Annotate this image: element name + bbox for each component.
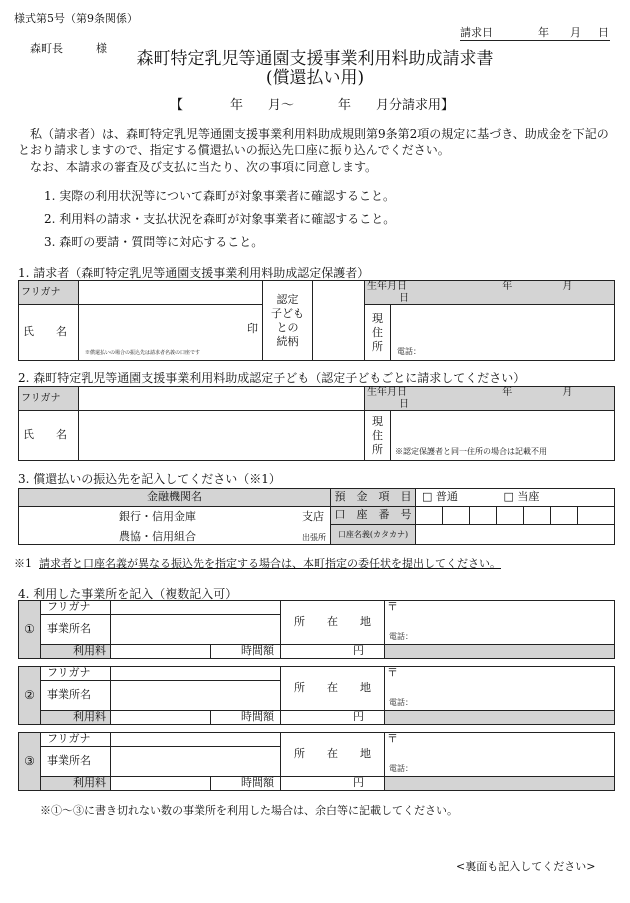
- back-side-note: <裏面も記入してください>: [456, 860, 596, 873]
- consent-item-2: 2. 利用料の請求・支払状況を森町が対象事業者に確認すること。: [44, 212, 396, 226]
- account-type-checking[interactable]: □ 当座: [503, 490, 540, 504]
- facility-location-label: 所 在 地: [281, 733, 385, 777]
- applicant-name-input[interactable]: [79, 305, 263, 361]
- account-digit[interactable]: [578, 507, 615, 525]
- hourly-fee-input[interactable]: 円: [281, 645, 385, 659]
- fee-label: 利用料: [41, 777, 111, 791]
- hourly-fee-cell: 時間額: [211, 777, 281, 791]
- section2-heading: 2. 森町特定乳児等通園支援事業利用料助成認定子ども（認定子どもごとに請求してください）: [18, 371, 526, 385]
- account-type-label: 預 金 項 目: [331, 489, 416, 507]
- date-unit-month: 月: [570, 26, 581, 39]
- addressee: 森町長 様: [30, 42, 107, 55]
- seal-mark: 印: [247, 322, 258, 335]
- account-type-options[interactable]: [416, 489, 615, 507]
- hourly-fee-input[interactable]: 円: [281, 711, 385, 725]
- applicant-furigana-label: フリガナ: [19, 281, 79, 305]
- facility-table-3: [18, 732, 615, 791]
- applicant-address-label: 現 住 所: [365, 305, 391, 361]
- account-holder-label: 口座名義(カタカナ): [331, 525, 416, 545]
- facility-furigana-label: フリガナ: [41, 601, 111, 615]
- form-title: 森町特定乳児等通園支援事業利用料助成請求書: [136, 49, 494, 69]
- account-digit[interactable]: [524, 507, 551, 525]
- bank-name-header: 金融機関名: [19, 489, 331, 507]
- child-name-input[interactable]: [79, 411, 365, 461]
- child-birth-row[interactable]: 生年月日 年 月 日: [365, 387, 615, 411]
- facility-row-filler: [385, 645, 615, 659]
- facility-row-filler: [385, 711, 615, 725]
- child-address-label: 現 住 所: [365, 411, 391, 461]
- facility-name-label: 事業所名: [41, 615, 111, 645]
- facility-name-label: 事業所名: [41, 747, 111, 777]
- account-holder-input[interactable]: [416, 525, 615, 545]
- facility-number: ③: [19, 733, 41, 791]
- applicant-phone-label: 電話：: [397, 346, 421, 356]
- section4-heading: 4. 利用した事業所を記入（複数記入可）: [18, 587, 238, 601]
- bank-name-input[interactable]: 銀行・信用金庫 支店 農協・信用組合 出張所: [19, 507, 331, 545]
- facility-name-label: 事業所名: [41, 681, 111, 711]
- applicant-furigana-input[interactable]: [79, 281, 263, 305]
- consent-item-3: 3. 森町の要請・質問等に対応すること。: [44, 235, 264, 249]
- facility-location-input[interactable]: [385, 667, 615, 711]
- child-address-input[interactable]: [391, 411, 615, 461]
- account-number-label: 口 座 番 号: [331, 507, 416, 525]
- account-digit[interactable]: [497, 507, 524, 525]
- postal-mark: 〒: [387, 600, 399, 613]
- fee-input[interactable]: [111, 777, 211, 791]
- date-unit-day: 日: [598, 26, 609, 39]
- applicant-name-label: 氏 名: [19, 305, 79, 361]
- child-table: [18, 386, 615, 461]
- facility-location-label: 所 在 地: [281, 667, 385, 711]
- consent-item-1: 1. 実際の利用状況等について森町が対象事業者に確認すること。: [44, 189, 396, 203]
- period-line: 【 年 月～ 年 月分請求用】: [170, 98, 455, 113]
- facility-furigana-label: フリガナ: [41, 733, 111, 747]
- account-type-ordinary[interactable]: □ 普通: [422, 490, 458, 504]
- account-digit[interactable]: [470, 507, 497, 525]
- form-number: 様式第5号（第9条関係）: [14, 12, 138, 25]
- facility-furigana-input[interactable]: [111, 733, 281, 747]
- section3-heading: 3. 償還払いの振込先を記入してください（※1）: [18, 472, 281, 486]
- account-digit[interactable]: [551, 507, 578, 525]
- request-date[interactable]: [460, 24, 610, 41]
- facility-phone-label: 電話：: [389, 697, 414, 707]
- facility-table-2: [18, 666, 615, 725]
- child-furigana-input[interactable]: [79, 387, 365, 411]
- date-unit-year: 年: [538, 26, 549, 39]
- applicant-birth-label: 生年月日: [367, 281, 407, 292]
- facility-number: ①: [19, 601, 41, 659]
- facility-row-filler: [385, 777, 615, 791]
- fee-input[interactable]: [111, 645, 211, 659]
- bank-note: ※1 請求者と口座名義が異なる振込先を指定する場合は、本町指定の委任状を提出してください。: [14, 557, 501, 570]
- facility-furigana-input[interactable]: [111, 667, 281, 681]
- facility-phone-label: 電話：: [389, 631, 414, 641]
- facility-furigana-label: フリガナ: [41, 667, 111, 681]
- applicant-birth-row[interactable]: 生年月日 年 月 日: [365, 281, 615, 305]
- facility-table-1: [18, 600, 615, 659]
- request-date-label: 請求日: [460, 26, 493, 39]
- hourly-fee-cell: 時間額: [211, 711, 281, 725]
- postal-mark: 〒: [387, 732, 399, 745]
- facility-number: ②: [19, 667, 41, 725]
- fee-label: 利用料: [41, 711, 111, 725]
- applicant-address-input[interactable]: [391, 305, 615, 361]
- facility-location-input[interactable]: [385, 601, 615, 645]
- facility-phone-label: 電話：: [389, 763, 414, 773]
- child-furigana-label: フリガナ: [19, 387, 79, 411]
- account-digit[interactable]: [416, 507, 443, 525]
- form-subtitle: (償還払い用): [265, 68, 365, 88]
- account-digit[interactable]: [443, 507, 470, 525]
- child-address-note: ※認定保護者と同一住所の場合は記載不用: [395, 446, 547, 456]
- facility-location-label: 所 在 地: [281, 601, 385, 645]
- facility-name-input[interactable]: [111, 615, 281, 645]
- intro-consent: なお、本請求の審査及び支払に当たり、次の事項に同意します。: [30, 160, 378, 174]
- fee-input[interactable]: [111, 711, 211, 725]
- facility-furigana-input[interactable]: [111, 601, 281, 615]
- section1-heading: 1. 請求者（森町特定乳児等通園支援事業利用料助成認定保護者）: [18, 266, 370, 280]
- child-name-label: 氏 名: [19, 411, 79, 461]
- facility-location-input[interactable]: [385, 733, 615, 777]
- intro-paragraph: 私（請求者）は、森町特定乳児等通園支援事業利用料助成規則第9条第2項の規定に基づき、助成金を下記のとおり請求しますので、指定する償還払いの振込先口座に振り込んでください。: [18, 127, 609, 157]
- bank-table: [18, 488, 615, 545]
- relation-input[interactable]: [313, 281, 365, 361]
- child-birth-label: 生年月日: [367, 387, 407, 398]
- relation-label: 認定 子ども との 続柄: [263, 281, 313, 361]
- seal-note: ※償還払いの場合の振込先は請求者名義の口座です: [85, 350, 201, 357]
- fee-label: 利用料: [41, 645, 111, 659]
- hourly-fee-cell: 時間額: [211, 645, 281, 659]
- facility-name-input[interactable]: [111, 681, 281, 711]
- hourly-fee-input[interactable]: 円: [281, 777, 385, 791]
- facility-name-input[interactable]: [111, 747, 281, 777]
- postal-mark: 〒: [387, 666, 399, 679]
- applicant-table: [18, 280, 615, 361]
- facility-note: ※①～③に書き切れない数の事業所を利用した場合は、余白等に記載してください。: [40, 804, 458, 817]
